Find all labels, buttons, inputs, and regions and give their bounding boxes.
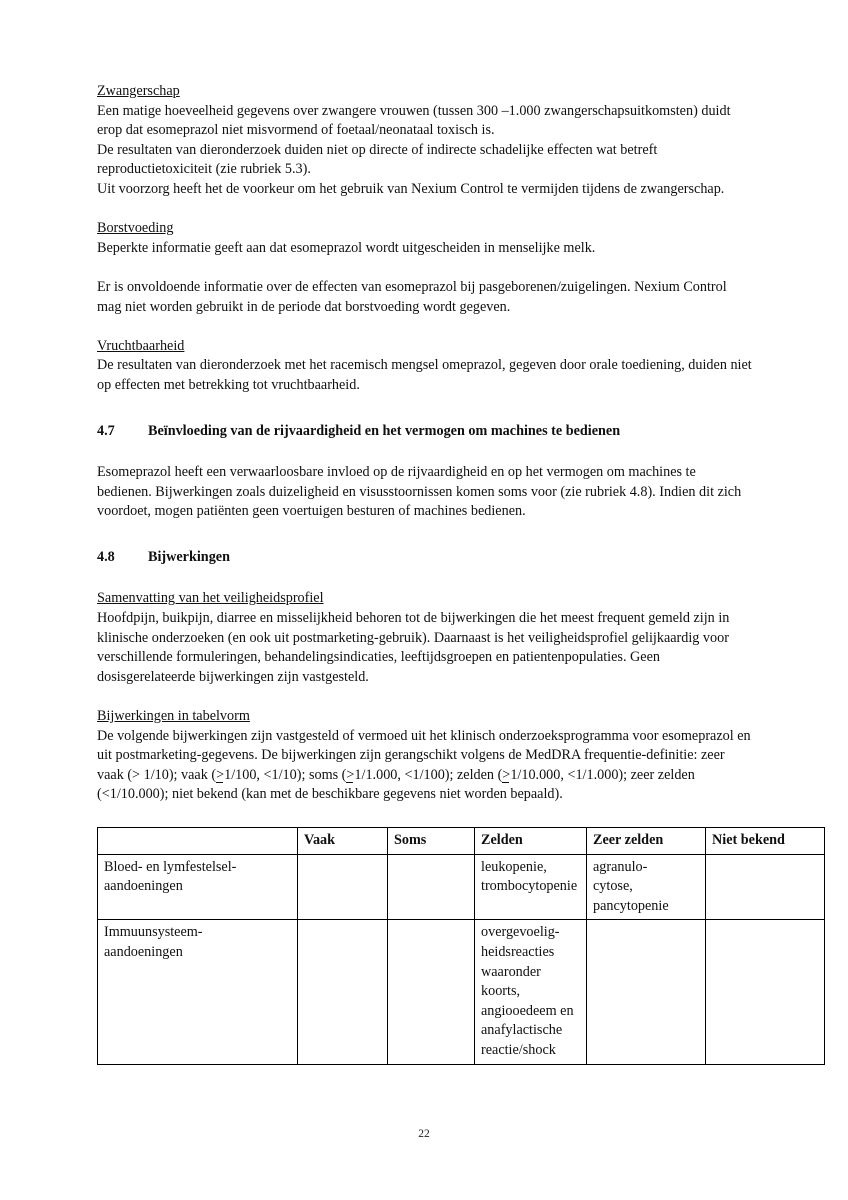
cell-soms bbox=[388, 854, 475, 920]
cell-line: angiooedeem en bbox=[481, 1002, 574, 1019]
spacer bbox=[97, 317, 752, 337]
tabulated-intro-part-4: 1/10.000, <1/1.000); zeer zelden (<1/10.000); niet bekend (kan met de beschikbare gegevens niet worden bepaald). bbox=[97, 766, 695, 803]
cell-line: koorts, bbox=[481, 983, 521, 1000]
section-heading-4-8 bbox=[97, 548, 752, 568]
cell-line: anafylactische bbox=[481, 1022, 563, 1039]
cell-zeer-zelden bbox=[587, 920, 706, 1064]
cell-line: aandoeningen bbox=[104, 878, 183, 895]
page-content bbox=[97, 82, 785, 1065]
cell-line: reactie/shock bbox=[481, 1041, 556, 1058]
greater-equal-symbol-3: > bbox=[502, 766, 510, 786]
cell-line: trombocytopenie bbox=[481, 878, 578, 895]
cell-zelden bbox=[475, 854, 587, 920]
spacer bbox=[97, 441, 752, 463]
subsection-heading-fertility bbox=[97, 337, 752, 357]
pregnancy-paragraph-2: De resultaten van dieronderzoek duiden niet op directe of indirecte schadelijke effecten wat betreft reproductietoxiciteit (zie rubriek 5.3). bbox=[97, 141, 658, 178]
cell-line: aandoeningen bbox=[104, 943, 183, 960]
table-header-zeer-zelden: Zeer zelden bbox=[587, 828, 706, 855]
spacer bbox=[97, 522, 752, 548]
cell-soc bbox=[98, 920, 298, 1064]
cell-vaak bbox=[298, 854, 388, 920]
section-number-4-8: 4.8 bbox=[97, 548, 115, 565]
cell-niet-bekend bbox=[706, 854, 825, 920]
safety-summary-paragraph-1: Hoofdpijn, buikpijn, diarree en misselijkheid behoren tot de bijwerkingen die het meest frequent gemeld zijn in klinische onderzoeken (en ook uit postmarketing-gebruik). Daarnaast is het veiligheidsprofiel gelijkaardig voor verschillende formuleringen, behandelingsindicaties, leeftijdsgroepen en patientenpopulaties. Geen dosisgerelateerde bijwerkingen zijn vastgesteld. bbox=[97, 610, 730, 685]
subsection-heading-tabulated bbox=[97, 707, 752, 727]
section-number-4-7: 4.7 bbox=[97, 422, 115, 439]
greater-equal-symbol-1: > bbox=[216, 766, 224, 786]
pregnancy-paragraph-1: Een matige hoeveelheid gegevens over zwangere vrouwen (tussen 300 –1.000 zwangerschapsuitkomsten) duidt erop dat esomeprazol niet misvormend of foetaal/neonataal toxisch is. bbox=[97, 102, 731, 139]
adverse-reactions-table bbox=[97, 827, 825, 1065]
breastfeeding-paragraph-2: Er is onvoldoende informatie over de effecten van esomeprazol bij pasgeborenen/zuigelingen. Nexium Control mag niet worden gebruikt in de periode dat borstvoeding wordt gegeven. bbox=[97, 278, 727, 315]
tabulated-intro-part-3: 1/1.000, <1/100); zelden ( bbox=[354, 766, 503, 783]
table-header-niet-bekend: Niet bekend bbox=[706, 828, 825, 855]
table-header bbox=[98, 828, 825, 855]
cell-line: leukopenie, bbox=[481, 858, 547, 875]
pregnancy-heading-text: Zwangerschap bbox=[97, 83, 180, 99]
table-header-zelden: Zelden bbox=[475, 828, 587, 855]
table-row bbox=[98, 920, 825, 1064]
cell-line: pancytopenie bbox=[593, 897, 669, 914]
cell-line: waaronder bbox=[481, 963, 541, 980]
cell-line: overgevoelig- bbox=[481, 924, 560, 941]
table-header-vaak: Vaak bbox=[298, 828, 388, 855]
table-header-soms: Soms bbox=[388, 828, 475, 855]
subsection-heading-safety-summary bbox=[97, 589, 752, 609]
section-4-7-paragraph-1: Esomeprazol heeft een verwaarloosbare invloed op de rijvaardigheid en op het vermogen om machines te bedienen. Bijwerkingen zoals duizeligheid en visusstoornissen komen soms voor (zie rubriek 4.8). Indien dit zich voordoet, mogen patiënten geen voertuigen besturen of machines bedienen. bbox=[97, 464, 742, 520]
fertility-heading-text: Vruchtbaarheid bbox=[97, 337, 185, 354]
cell-line: Bloed- en lymfestelsel- bbox=[104, 858, 237, 875]
section-title-4-8: Bijwerkingen bbox=[148, 548, 230, 565]
table-row bbox=[98, 854, 825, 920]
cell-line: cytose, bbox=[593, 878, 633, 895]
table-header-soc bbox=[98, 828, 298, 855]
subsection-heading-breastfeeding bbox=[97, 219, 752, 239]
cell-soms bbox=[388, 920, 475, 1064]
cell-zeer-zelden bbox=[587, 854, 706, 920]
greater-equal-symbol-2: > bbox=[346, 766, 354, 786]
tabulated-intro-paragraph bbox=[97, 727, 752, 805]
safety-summary-heading-text: Samenvatting van het veiligheidsprofiel bbox=[97, 590, 324, 607]
section-heading-4-7 bbox=[97, 422, 752, 442]
cell-line: agranulo- bbox=[593, 858, 648, 875]
tabulated-intro-part-2: 1/100, <1/10); soms ( bbox=[224, 766, 347, 783]
table-header-row bbox=[98, 828, 825, 855]
subsection-heading-pregnancy bbox=[97, 82, 752, 102]
breastfeeding-paragraph-1: Beperkte informatie geeft aan dat esomeprazol wordt uitgescheiden in menselijke melk. bbox=[97, 239, 596, 256]
cell-niet-bekend bbox=[706, 920, 825, 1064]
cell-zelden bbox=[475, 920, 587, 1064]
section-title-4-7: Beïnvloeding van de rijvaardigheid en het vermogen om machines te bedienen bbox=[148, 422, 621, 439]
fertility-paragraph-1: De resultaten van dieronderzoek met het racemisch mengsel omeprazol, gegeven door orale toediening, duiden niet op effecten met betrekking tot vruchtbaarheid. bbox=[97, 357, 752, 393]
pregnancy-paragraph-3: Uit voorzorg heeft het de voorkeur om het gebruik van Nexium Control te vermijden tijdens de zwangerschap. bbox=[97, 180, 725, 197]
cell-line: heidsreacties bbox=[481, 943, 555, 960]
page-number: 22 bbox=[418, 1128, 430, 1140]
tabulated-heading-text: Bijwerkingen in tabelvorm bbox=[97, 708, 250, 725]
cell-vaak bbox=[298, 920, 388, 1064]
spacer bbox=[97, 567, 752, 589]
spacer bbox=[97, 258, 752, 278]
table-body bbox=[98, 854, 825, 1064]
spacer bbox=[97, 396, 752, 422]
breastfeeding-heading-text: Borstvoeding bbox=[97, 220, 174, 237]
spacer bbox=[97, 200, 752, 220]
spacer bbox=[97, 687, 752, 707]
cell-line: Immuunsysteem- bbox=[104, 924, 203, 941]
tabulated-intro-part-1: De volgende bijwerkingen zijn vastgesteld of vermoed uit het klinisch onderzoeksprogramma voor esomeprazol en uit postmarketing-gegevens. De bijwerkingen zijn gerangschikt volgens de MedDRA frequentie-definitie: zeer vaak (> 1/10); vaak ( bbox=[97, 727, 751, 783]
cell-soc bbox=[98, 854, 298, 920]
spacer bbox=[97, 805, 752, 827]
